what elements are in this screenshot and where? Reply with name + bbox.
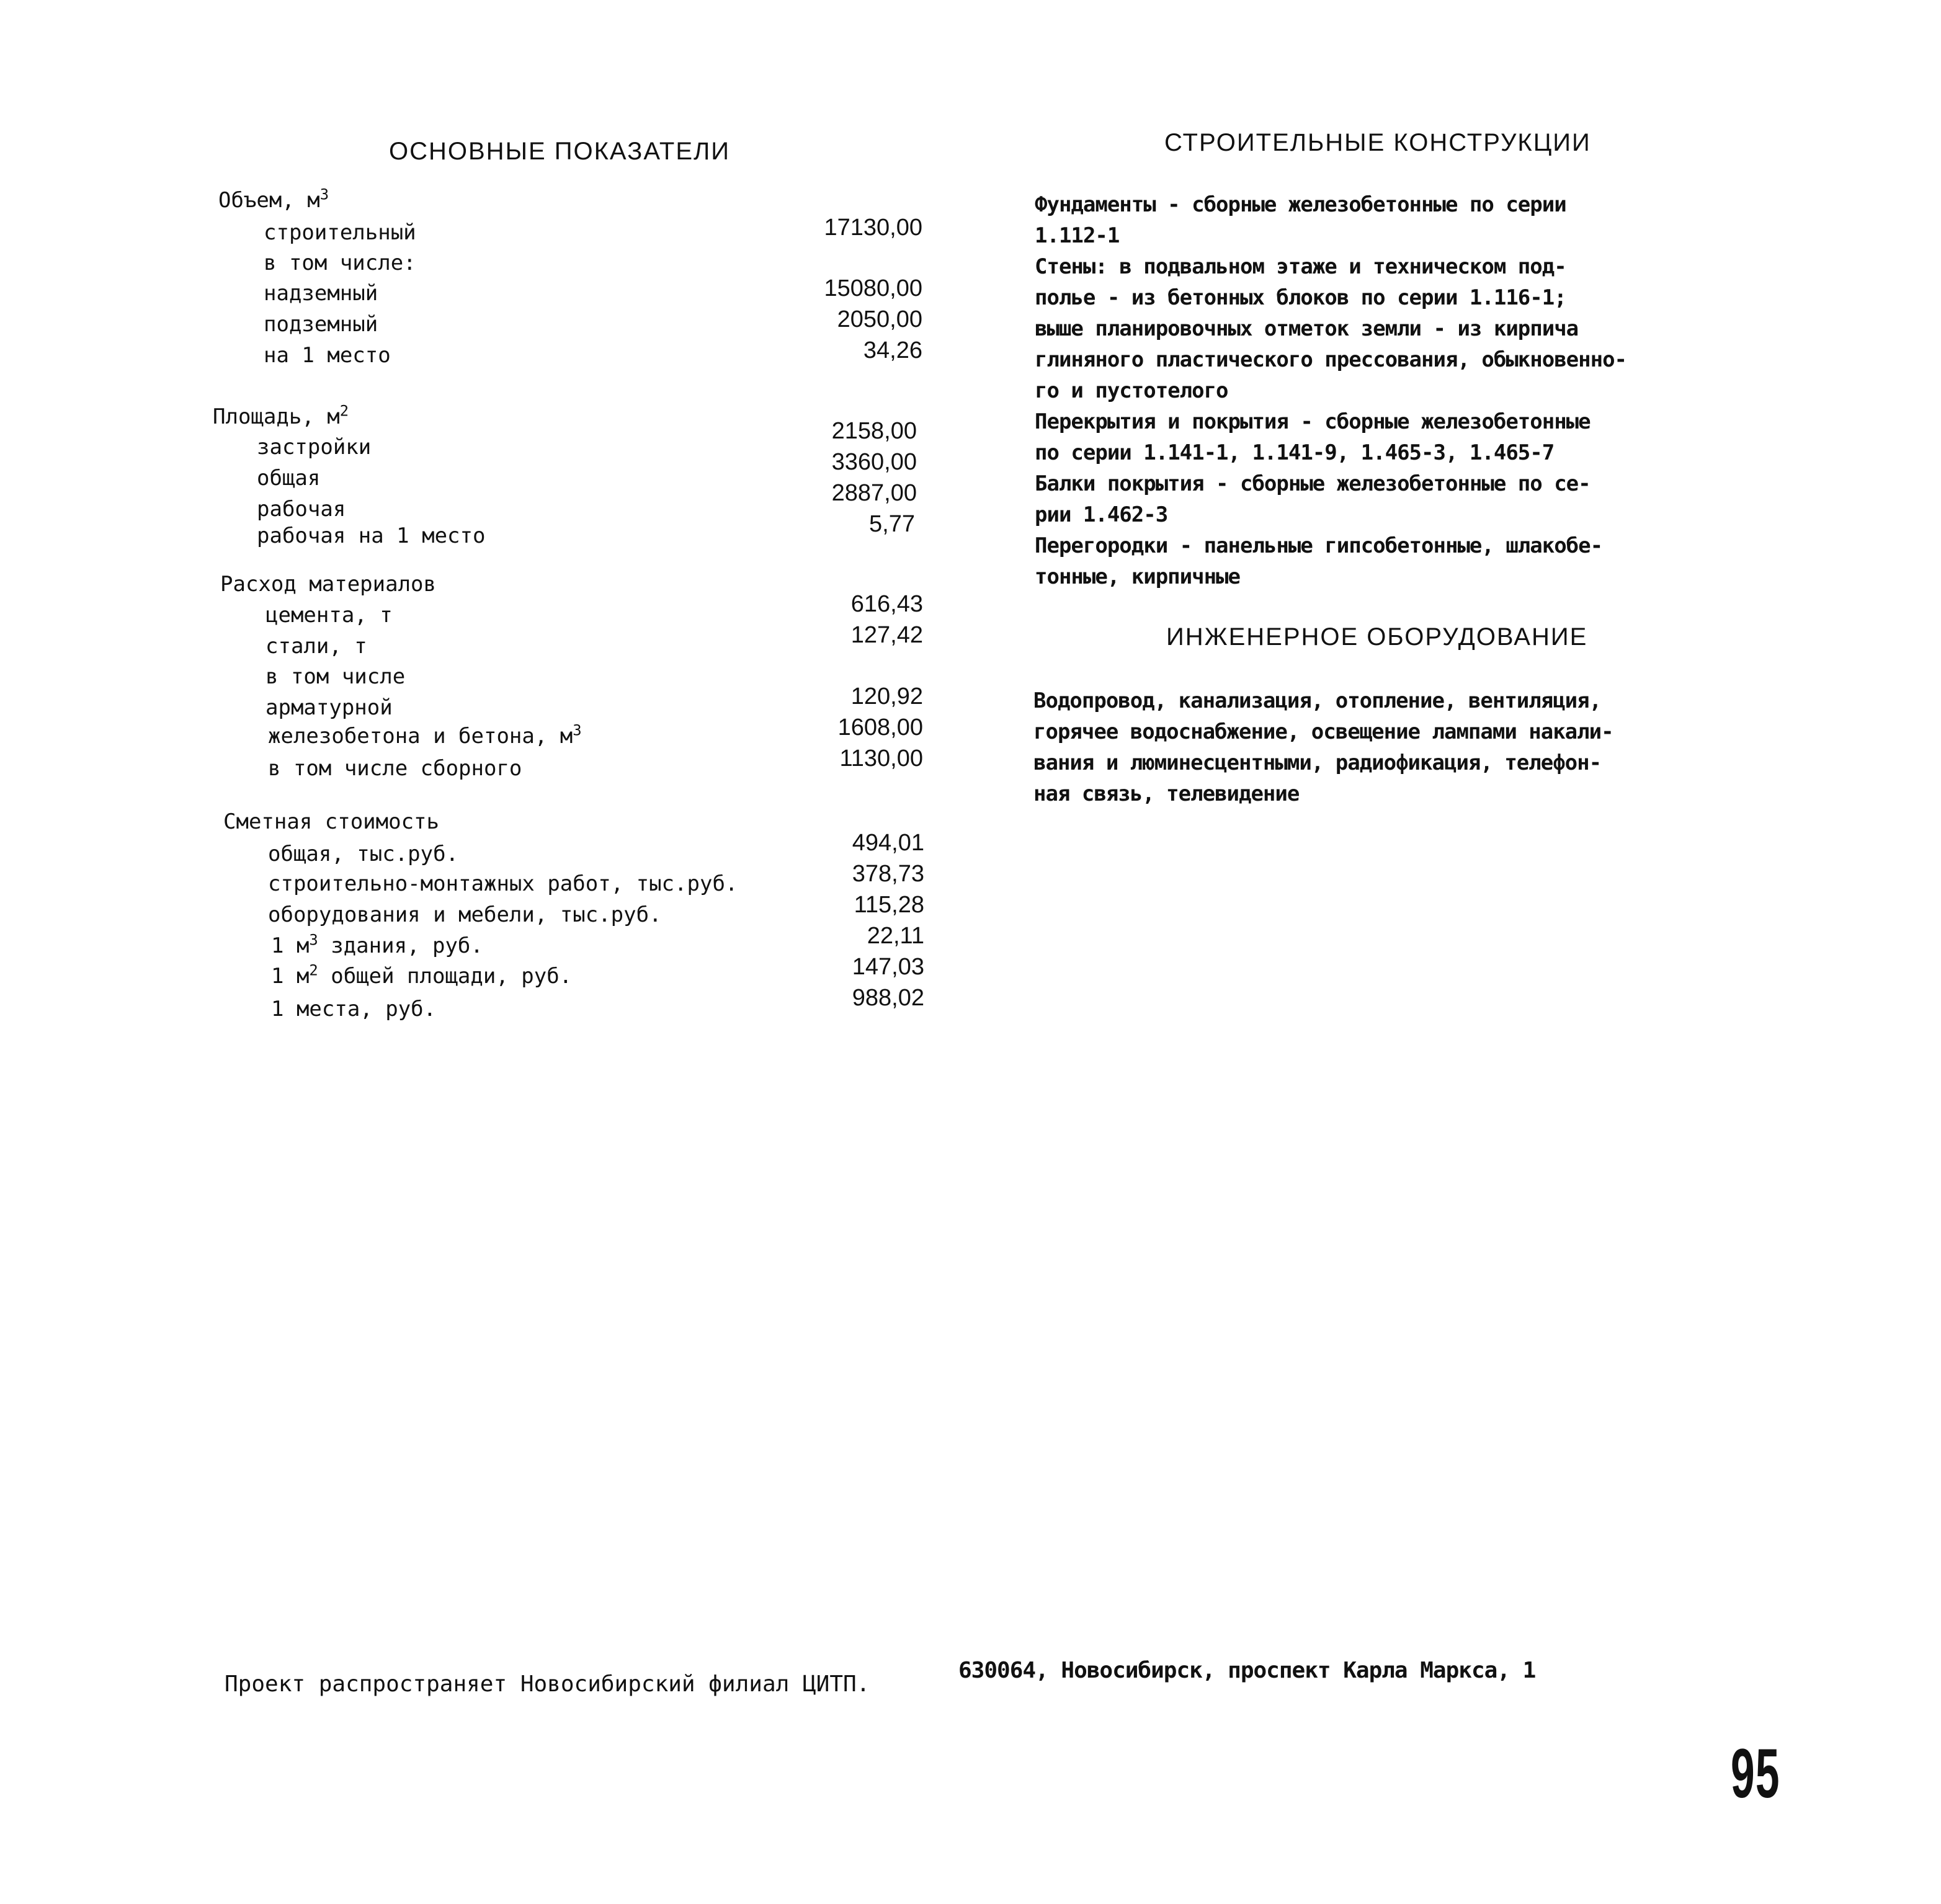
cost-per-m2-label: общей площади, руб. <box>318 964 573 989</box>
cost-heading: Сметная стоимость <box>223 809 439 834</box>
cost-row-label: 1 места, руб. <box>271 997 437 1021</box>
volume-row-label: надземный <box>264 281 378 306</box>
volume-row-value: 34,26 <box>863 337 922 363</box>
engineering-title: ИНЖЕНЕРНОЕ ОБОРУДОВАНИЕ <box>1166 623 1588 651</box>
cost-per-m3-pre: 1 м <box>271 933 310 958</box>
volume-row-label: строительный <box>264 220 416 245</box>
volume-row-label: на 1 место <box>264 343 391 368</box>
materials-heading: Расход материалов <box>220 572 436 597</box>
constructions-line: тонные, кирпичные <box>1035 564 1240 589</box>
volume-row-value: 2050,00 <box>837 306 922 332</box>
area-row-value: 2887,00 <box>831 480 917 506</box>
cost-row-value: 22,11 <box>867 923 924 949</box>
cost-row-label <box>271 931 483 958</box>
engineering-line: горячее водоснабжение, освещение лампами накали- <box>1033 719 1613 744</box>
area-row-value: 2158,00 <box>831 418 917 444</box>
constructions-line: го и пустотелого <box>1035 378 1228 403</box>
cost-row-label: строительно-монтажных работ, тыс.руб. <box>268 871 738 896</box>
area-unit-sup: 2 <box>339 402 349 420</box>
materials-row-label: арматурной <box>265 695 393 720</box>
volume-row-label: в том числе: <box>264 251 416 275</box>
concrete-label: железобетона и бетона, м <box>268 724 573 749</box>
constructions-line: выше планировочных отметок земли - из кирпича <box>1035 316 1579 341</box>
area-heading <box>213 402 349 429</box>
constructions-line: Перекрытия и покрытия - сборные железобетонные <box>1035 409 1591 434</box>
constructions-line: полье - из бетонных блоков по серии 1.116-1; <box>1035 285 1566 310</box>
constructions-line: Балки покрытия - сборные железобетонные по се- <box>1035 471 1591 496</box>
volume-label: Объем, м <box>218 188 320 213</box>
area-row-label: рабочая <box>257 497 346 522</box>
main-indicators-title: ОСНОВНЫЕ ПОКАЗАТЕЛИ <box>389 138 730 165</box>
materials-row-label: стали, т <box>265 634 367 659</box>
materials-row-value: 1608,00 <box>837 714 923 741</box>
area-row-value: 3360,00 <box>831 449 917 475</box>
cost-per-m2-pre: 1 м <box>271 964 310 989</box>
footer-distributor: Проект распространяет Новосибирский филиал ЦИТП. <box>225 1671 870 1697</box>
cost-row-value: 147,03 <box>852 954 924 980</box>
constructions-line: по серии 1.141-1, 1.141-9, 1.465-3, 1.465-7 <box>1035 440 1555 465</box>
concrete-unit-sup: 3 <box>573 721 582 739</box>
materials-row-value: 127,42 <box>850 622 923 648</box>
volume-row-value: 15080,00 <box>824 275 922 301</box>
volume-row-value: 17130,00 <box>824 215 922 241</box>
constructions-line: глиняного пластического прессования, обыкновенно- <box>1035 347 1627 372</box>
cost-row-value: 115,28 <box>854 892 924 918</box>
materials-row-label: в том числе сборного <box>268 756 522 781</box>
engineering-line: вания и люминесцентными, радиофикация, телефон- <box>1033 750 1602 775</box>
cost-row-label: оборудования и мебели, тыс.руб. <box>268 902 662 927</box>
materials-row-value: 616,43 <box>850 591 923 617</box>
constructions-line: Перегородки - панельные гипсобетонные, шлакобе- <box>1035 533 1603 558</box>
constructions-line: Фундаменты - сборные железобетонные по серии <box>1035 192 1566 217</box>
area-row-label: рабочая на 1 место <box>257 523 486 548</box>
cost-per-m3-label: здания, руб. <box>318 933 483 958</box>
constructions-line: 1.112-1 <box>1035 223 1120 248</box>
page-number: 95 <box>1731 1735 1780 1812</box>
constructions-line: рии 1.462-3 <box>1035 502 1168 527</box>
cost-row-label <box>271 961 573 989</box>
materials-row-value: 120,92 <box>850 683 923 710</box>
area-row-value: 5,77 <box>869 511 915 537</box>
materials-row-value: 1130,00 <box>839 745 923 772</box>
footer-address: 630064, Новосибирск, проспект Карла Маркса, 1 <box>958 1658 1536 1683</box>
cost-row-value: 494,01 <box>852 830 924 856</box>
area-row-label: застройки <box>257 435 372 460</box>
volume-unit-sup: 3 <box>319 185 329 203</box>
materials-row-label <box>268 721 582 749</box>
volume-heading <box>218 185 329 213</box>
engineering-line: Водопровод, канализация, отопление, вентиляция, <box>1033 688 1602 713</box>
materials-row-label: в том числе <box>265 664 406 689</box>
materials-row-label: цемента, т <box>265 603 393 628</box>
area-row-label: общая <box>257 466 321 491</box>
cost-row-label: общая, тыс.руб. <box>268 842 459 866</box>
area-label: Площадь, м <box>213 404 340 429</box>
engineering-line: ная связь, телевидение <box>1033 781 1300 806</box>
constructions-title: СТРОИТЕЛЬНЫЕ КОНСТРУКЦИИ <box>1164 129 1591 156</box>
cost-per-m3-sup: 3 <box>309 931 318 949</box>
cost-per-m2-sup: 2 <box>309 961 318 979</box>
constructions-line: Стены: в подвальном этаже и техническом под- <box>1035 254 1566 279</box>
volume-row-label: подземный <box>264 312 378 337</box>
cost-row-value: 988,02 <box>852 985 924 1011</box>
cost-row-value: 378,73 <box>852 861 924 887</box>
